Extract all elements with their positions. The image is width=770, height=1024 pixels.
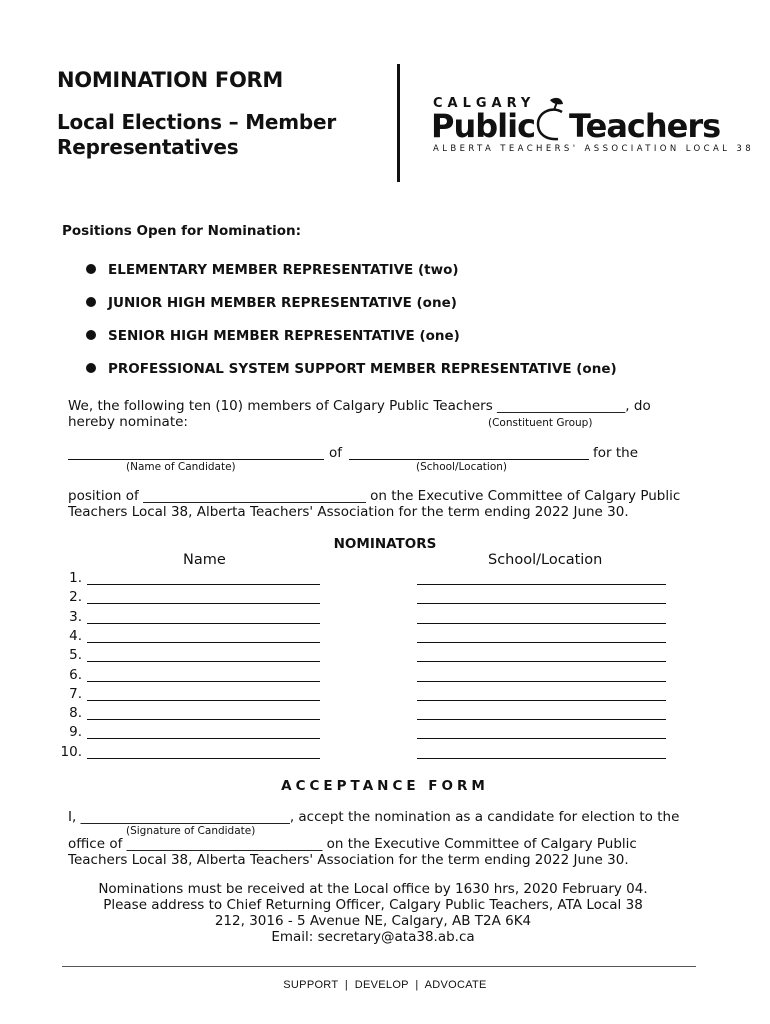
bullet-icon <box>86 264 96 274</box>
nominator-number: 9. <box>69 724 82 740</box>
nominator-number: 3. <box>69 609 82 625</box>
bullet-icon <box>86 330 96 340</box>
notice-email: Email: secretary@ata38.ab.ca <box>271 929 475 945</box>
position-item-elementary: ELEMENTARY MEMBER REPRESENTATIVE (two) <box>108 262 459 278</box>
bullet-icon <box>86 297 96 307</box>
nominator-number: 6. <box>69 667 82 683</box>
nominator-school-field[interactable] <box>417 603 666 604</box>
constituent-group-label: (Constituent Group) <box>488 417 593 429</box>
of-text: of <box>329 445 343 461</box>
candidate-name-label: (Name of Candidate) <box>126 461 236 473</box>
notice-line-1: Nominations must be received at the Local office by 1630 hrs, 2020 February 04. <box>98 881 648 897</box>
form-title: NOMINATION FORM <box>57 68 283 92</box>
nominator-name-field[interactable] <box>87 719 320 720</box>
header-divider <box>397 64 400 182</box>
statement-line-1: We, the following ten (10) members of Calgary Public Teachers ___________________, do <box>68 398 651 414</box>
nominator-number: 2. <box>69 589 82 605</box>
subtitle-line-1: Local Elections – Member <box>57 110 337 134</box>
nominators-name-column: Name <box>183 552 226 568</box>
nominator-name-field[interactable] <box>87 681 320 682</box>
position-item-junior-high: JUNIOR HIGH MEMBER REPRESENTATIVE (one) <box>108 295 457 311</box>
for-the-text: for the <box>593 445 639 461</box>
apple-logo-icon <box>532 92 572 142</box>
acceptance-line-1: I, _______________________________, accept the nomination as a candidate for election to the <box>68 809 680 825</box>
nominator-name-field[interactable] <box>87 758 320 759</box>
nominator-school-field[interactable] <box>417 584 666 585</box>
logo-wordmark <box>431 106 720 146</box>
nominators-school-column: School/Location <box>488 552 603 568</box>
nominator-name-field[interactable] <box>87 623 320 624</box>
notice-line-2: Please address to Chief Returning Officer, Calgary Public Teachers, ATA Local 38 <box>103 897 643 913</box>
notice-line-3: 212, 3016 - 5 Avenue NE, Calgary, AB T2A 6K4 <box>214 913 532 929</box>
nominator-name-field[interactable] <box>87 738 320 739</box>
footer-tagline: SUPPORT | DEVELOP | ADVOCATE <box>283 979 487 991</box>
acceptance-line-3: Teachers Local 38, Alberta Teachers' Association for the term ending 2022 June 30. <box>68 852 629 868</box>
footer-divider <box>62 966 696 967</box>
nominator-name-field[interactable] <box>87 661 320 662</box>
bullet-icon <box>86 363 96 373</box>
nominator-school-field[interactable] <box>417 661 666 662</box>
submission-notice <box>0 881 746 945</box>
positions-heading: Positions Open for Nomination: <box>62 223 301 239</box>
nominator-name-field[interactable] <box>87 642 320 643</box>
position-line-2: Teachers Local 38, Alberta Teachers' Association for the term ending 2022 June 30. <box>68 504 629 520</box>
position-item-professional: PROFESSIONAL SYSTEM SUPPORT MEMBER REPRESENTATIVE (one) <box>108 361 617 377</box>
nominator-name-field[interactable] <box>87 584 320 585</box>
nominator-number: 7. <box>69 686 82 702</box>
nominator-number: 4. <box>69 628 82 644</box>
nominator-name-field[interactable] <box>87 603 320 604</box>
nominator-number: 5. <box>69 647 82 663</box>
nominator-school-field[interactable] <box>417 700 666 701</box>
candidate-name-field[interactable] <box>68 459 324 460</box>
acceptance-line-2: office of _____________________________ on the Executive Committee of Calgary Public <box>68 836 637 852</box>
nominator-name-field[interactable] <box>87 700 320 701</box>
position-item-senior-high: SENIOR HIGH MEMBER REPRESENTATIVE (one) <box>108 328 460 344</box>
nominator-school-field[interactable] <box>417 681 666 682</box>
logo-public: Public <box>431 107 536 145</box>
candidate-school-field[interactable] <box>349 459 589 460</box>
statement-line-2: hereby nominate: <box>68 414 188 430</box>
nominator-number: 1. <box>69 570 82 586</box>
logo-calgary: CALGARY <box>433 96 536 111</box>
nominator-school-field[interactable] <box>417 623 666 624</box>
logo-teachers: Teachers <box>569 107 721 145</box>
subtitle-line-2: Representatives <box>57 135 239 159</box>
candidate-school-label: (School/Location) <box>416 461 507 473</box>
nominator-school-field[interactable] <box>417 758 666 759</box>
nominator-school-field[interactable] <box>417 738 666 739</box>
form-subtitle <box>57 110 336 160</box>
acceptance-heading: ACCEPTANCE FORM <box>281 778 489 794</box>
logo-tagline: ALBERTA TEACHERS' ASSOCIATION LOCAL 38 <box>433 144 755 154</box>
position-line-1: position of _________________________________ on the Executive Committee of Calgary Public <box>68 488 681 504</box>
nominator-school-field[interactable] <box>417 719 666 720</box>
nominator-number: 10. <box>60 744 82 760</box>
signature-label: (Signature of Candidate) <box>126 825 256 837</box>
nominator-school-field[interactable] <box>417 642 666 643</box>
nominators-heading: NOMINATORS <box>333 536 437 552</box>
nominator-number: 8. <box>69 705 82 721</box>
